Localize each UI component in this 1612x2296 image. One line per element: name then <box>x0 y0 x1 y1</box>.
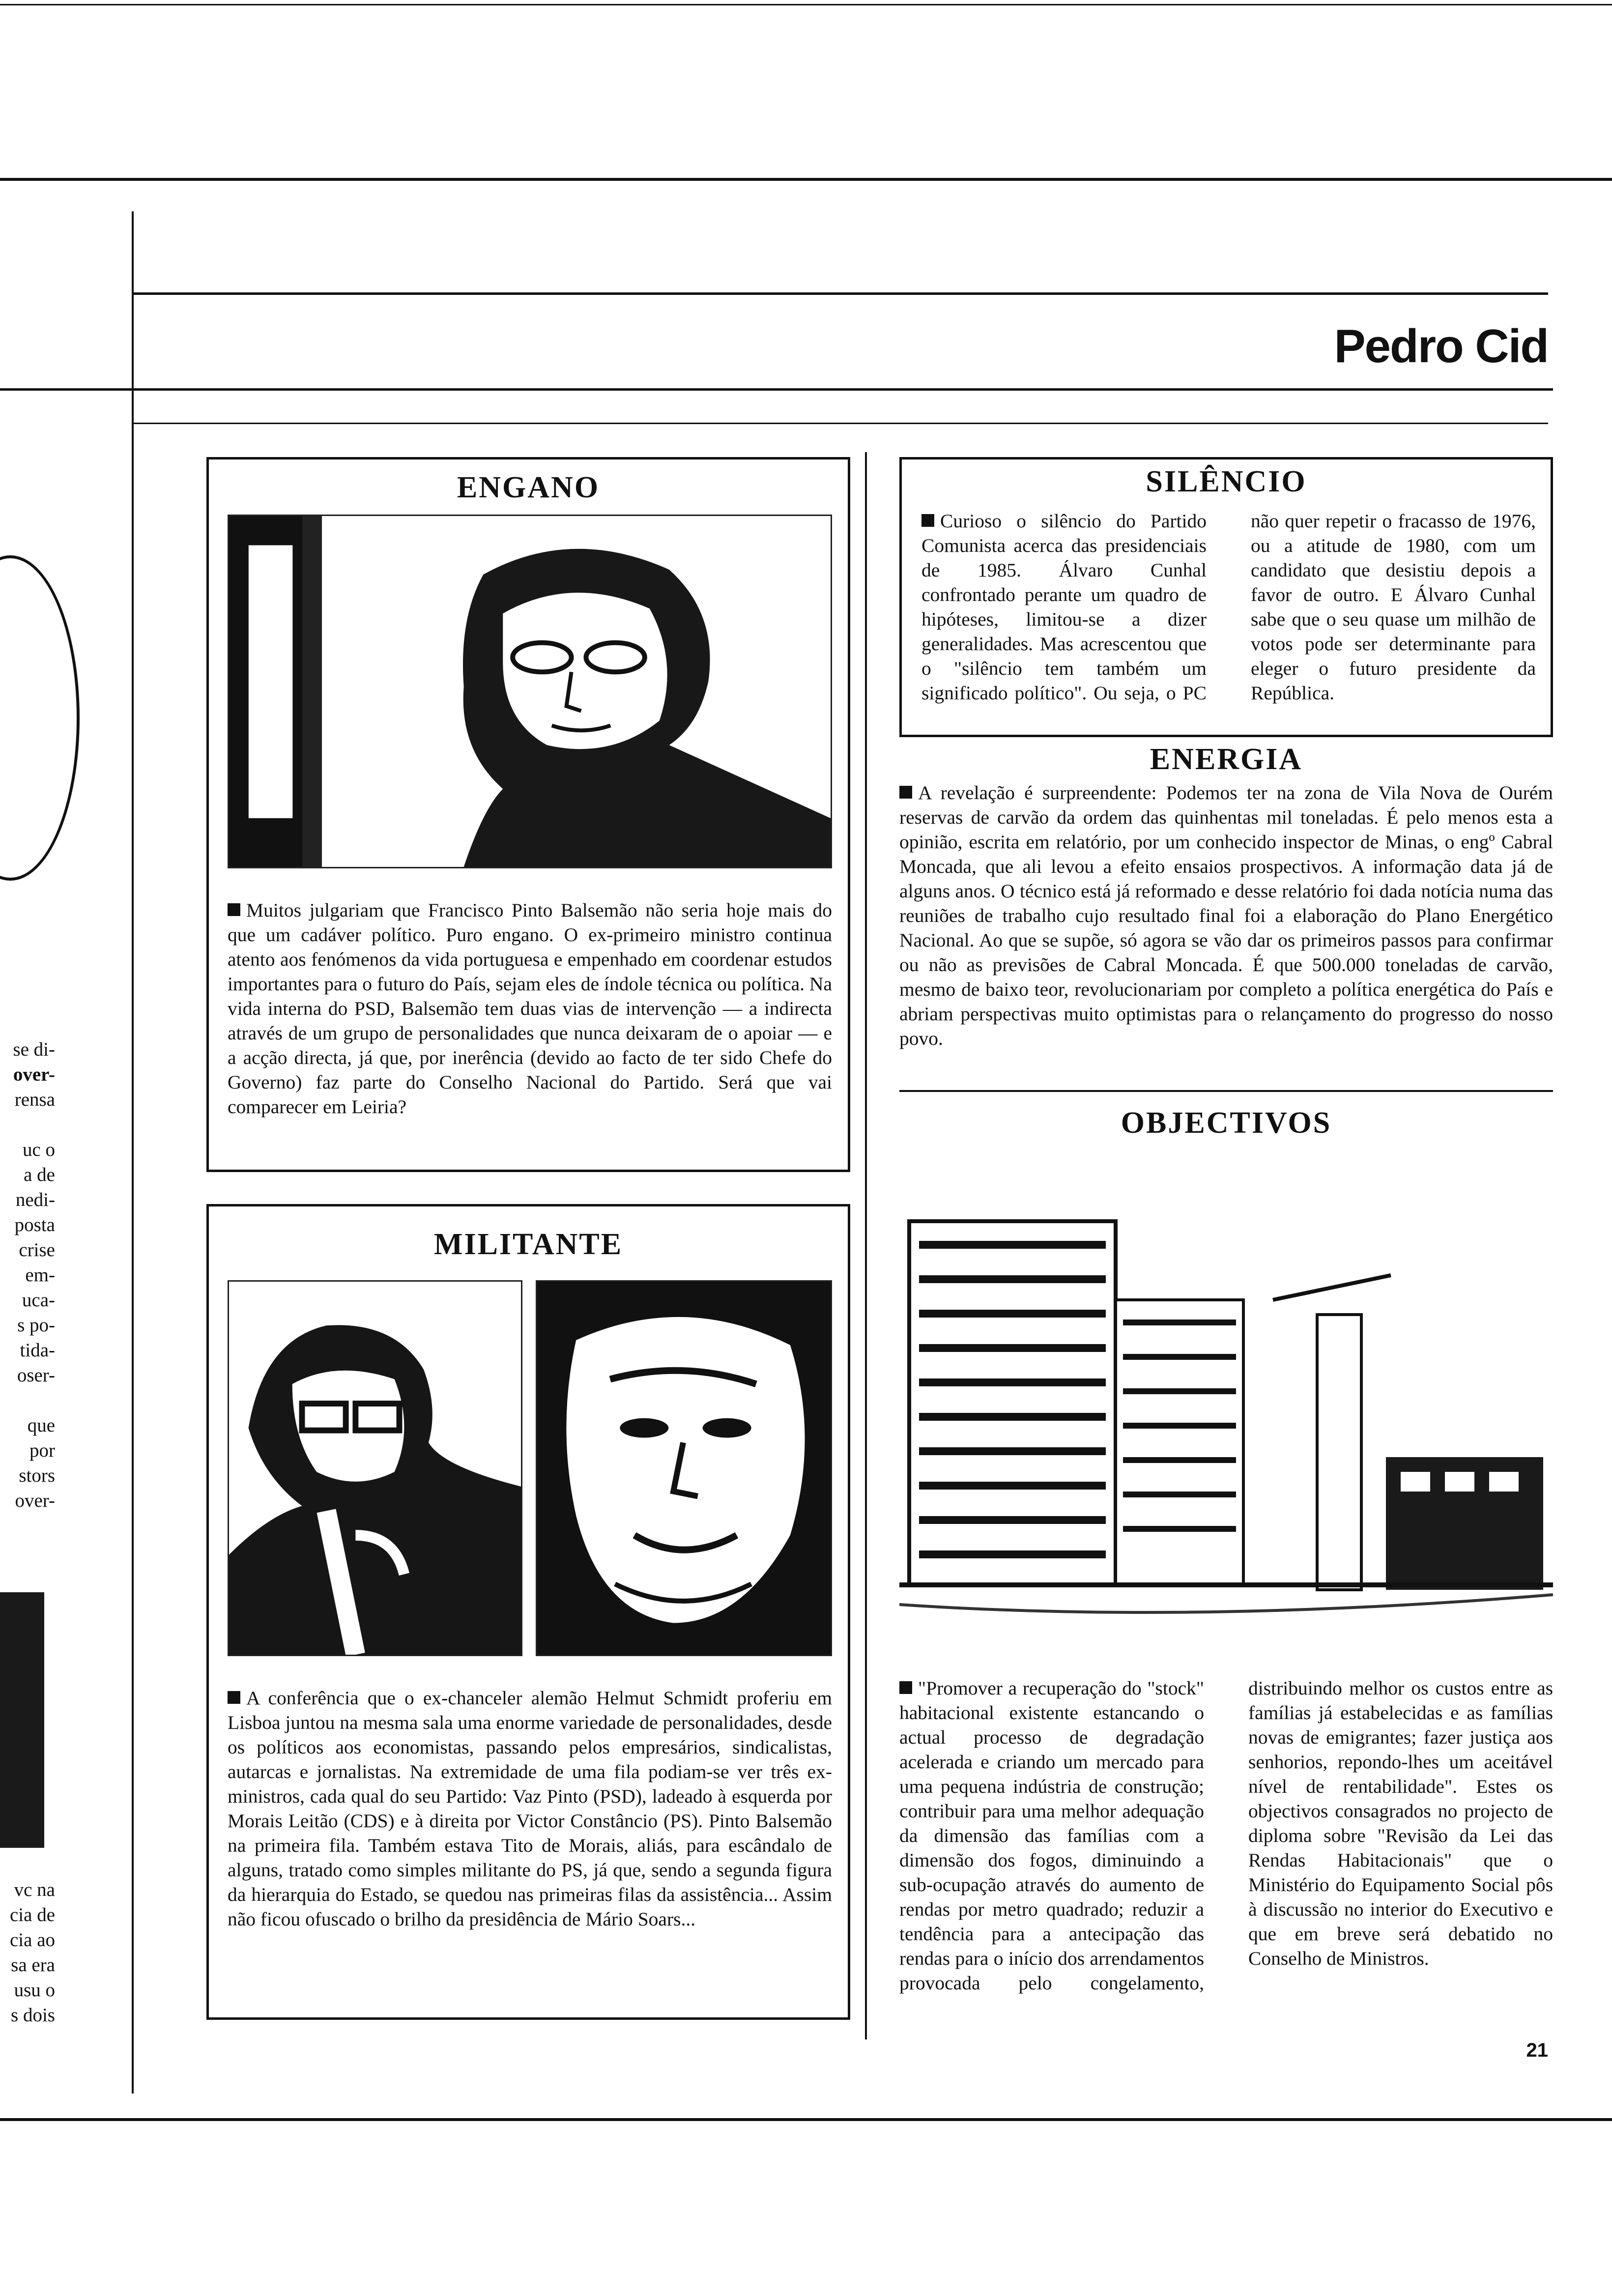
objectivos-text <box>899 1676 1553 1995</box>
fragment-line: crise <box>19 1239 55 1261</box>
fragment-line: over- <box>15 1490 55 1511</box>
objectivos-article <box>899 1101 1553 2035</box>
fragment-line: cia ao <box>9 1929 55 1951</box>
bullet-icon <box>228 1691 240 1704</box>
engano-title: ENGANO <box>457 471 600 504</box>
objectivos-body: "Promover a recuperação do "stock" habitacional existente estancando o actual processo de degradação acelerada e criando um mercado para uma pequena indústria de construção; contribuir para uma melhor adequação da dimensão das famílias com a dimensão dos fogos, diminuindo a sub-ocupação através do aumento de rendas por metro quadrado; reduzir a tendência para a antecipação das rendas para o início dos arrendamentos provocada pelo congelamento, distribuindo melhor os custos entre as famílias já estabelecidas e as famílias novas de emigrantes; fazer justiça aos senhorios, repondo-lhes um aceitável nível de rentabilidade". Estes os objectivos consagrados no projecto de diploma sobre "Revisão da Lei das Rendas Habitacionais" que o Ministério do Equipamento Social pôs à discussão no interior do Executivo e que em breve será debatido no Conselho de Ministros. <box>899 1677 1553 1994</box>
fragment-line: sa era <box>11 1954 55 1976</box>
fragment-line: em- <box>25 1264 55 1286</box>
fragment-line: a de <box>24 1164 55 1185</box>
silencio-article <box>899 457 1553 737</box>
header-rule-middle <box>133 292 1548 295</box>
fragment-line: over- <box>13 1064 55 1085</box>
fragment-line: por <box>29 1440 55 1461</box>
left-column-divider <box>132 211 134 2094</box>
bullet-icon <box>899 786 912 799</box>
header-rule-upper <box>0 178 1612 181</box>
balsemao-portrait-image <box>229 516 831 867</box>
soares-portrait-image <box>537 1282 831 1655</box>
header-rule-lower <box>0 388 1553 391</box>
bullet-icon <box>921 514 934 527</box>
top-rule <box>0 4 1612 5</box>
militante-article <box>206 1204 850 2020</box>
fragment-line: s dois <box>11 2005 55 2026</box>
engano-article <box>206 457 850 1172</box>
fragment-line: nedi- <box>15 1189 55 1210</box>
fragment-line: vc na <box>14 1879 55 1900</box>
objectivos-title: OBJECTIVOS <box>1121 1106 1332 1140</box>
silencio-text <box>921 509 1536 705</box>
bullet-icon <box>228 903 240 916</box>
bullet-icon <box>899 1681 912 1694</box>
schmidt-portrait-image <box>229 1282 521 1655</box>
silencio-title: SILÊNCIO <box>1146 465 1307 498</box>
page-number: 21 <box>1526 2039 1548 2061</box>
engano-body: Muitos julgariam que Francisco Pinto Balsemão não seria hoje mais do que um cadáver político. Puro engano. O ex-primeiro ministro continua atento aos fenómenos da vida portuguesa e empenhado em coordenar estudos importantes para o futuro do País, sejam eles de índole técnica ou política. Na vida interna do PSD, Balsemão tem duas vias de intervenção — a indirecta através de um grupo de personalidades que nunca deixaram de o apoiar — e a acção directa, já que, por inerência (devido ao facto de ter sido Chefe do Governo) faz parte do Conselho Nacional do Partido. Será que vai comparecer em Leiria? <box>228 899 832 1118</box>
fragment-line: usu o <box>14 1980 55 2001</box>
fragment-line: uca- <box>22 1290 55 1311</box>
energia-objectivos-divider <box>899 1090 1553 1092</box>
soares-photo <box>536 1280 832 1656</box>
header-rule-thin <box>133 423 1548 424</box>
apartment-buildings-image <box>899 1152 1553 1649</box>
fragment-line: uc o <box>22 1139 55 1160</box>
center-column-divider <box>865 452 867 2039</box>
bottom-rule <box>0 2118 1612 2121</box>
fragment-line: stors <box>19 1465 55 1486</box>
fragment-line: posta <box>14 1214 55 1235</box>
energia-title: ENERGIA <box>1150 743 1303 776</box>
schmidt-photo <box>228 1280 522 1656</box>
energia-article <box>899 742 1553 1086</box>
fragment-line: rensa <box>14 1089 55 1110</box>
militante-text <box>228 1686 832 1931</box>
fragment-line: cia de <box>9 1904 55 1925</box>
fragment-line: que <box>27 1415 55 1436</box>
fragment-line: se di- <box>13 1039 55 1060</box>
fragment-line: tida- <box>20 1340 55 1361</box>
housing-photo <box>899 1152 1553 1649</box>
fragment-line: oser- <box>17 1365 55 1386</box>
byline: Pedro Cid <box>1334 320 1548 373</box>
energia-text <box>899 780 1553 1051</box>
engano-text <box>228 898 832 1119</box>
engano-photo <box>228 515 832 868</box>
left-margin-photo-fragment <box>0 1592 44 1848</box>
militante-body: A conferência que o ex-chanceler alemão Helmut Schmidt proferiu em Lisboa juntou na mesma sala uma enorme variedade de personalidades, desde os políticos aos economistas, passando pelos empresários, sindicalistas, autarcas e jornalistas. Na extremidade de uma fila podiam-se ver três ex-ministros, cada qual do seu Partido: Vaz Pinto (PSD), ladeado à esquerda por Morais Leitão (CDS) e à direita por Victor Constâncio (PS). Pinto Balsemão na primeira fila. Também estava Tito de Morais, aliás, para escândalo de alguns, tratado como simples militante do PS, já que, sendo a segunda figura da hierarquia do Estado, se quedou nas primeiras filas da assistência... Assim não ficou ofuscado o brilho da presidência de Mário Soars... <box>228 1687 832 1930</box>
energia-body: A revelação é surpreendente: Podemos ter na zona de Vila Nova de Ourém reservas de carvão da ordem das quinhentas mil toneladas. É pelo menos esta a opinião, escrita em relatório, por um conhecido inspector de Minas, o engº Cabral Moncada, que ali levou a efeito ensaios prospectivos. A informação data já de alguns anos. O técnico está já reformado e desse relatório foi dada notícia numa das reuniões de trabalho cujo resultado final foi a elaboração do Plano Energético Nacional. Ao que se supõe, só agora se vão dar os primeiros passos para confirmar ou não as previsões de Cabral Moncada. É que 500.000 toneladas de carvão, mesmo de baixo teor, revolucionariam por completo a política energética do País e abriam perspectivas muito optimistas para o relançamento do progresso do nosso povo. <box>899 782 1553 1049</box>
militante-title: MILITANTE <box>433 1228 623 1261</box>
silencio-body: Curioso o silêncio do Partido Comunista acerca das presidenciais de 1985. Álvaro Cunhal confrontado perante um quadro de hipóteses, limitou-se a dizer generalidades. Mas acrescentou que o "silêncio tem também um significado político". Ou seja, o PC não quer repetir o fracasso de 1976, ou a atitude de 1980, com um candidato que desistiu depois a favor de outro. E Álvaro Cunhal sabe que o seu quase um milhão de votos pode ser determinante para eleger o futuro presidente da República. <box>921 510 1536 704</box>
fragment-line: s po- <box>17 1315 55 1336</box>
left-margin-logo-fragment <box>0 555 80 881</box>
